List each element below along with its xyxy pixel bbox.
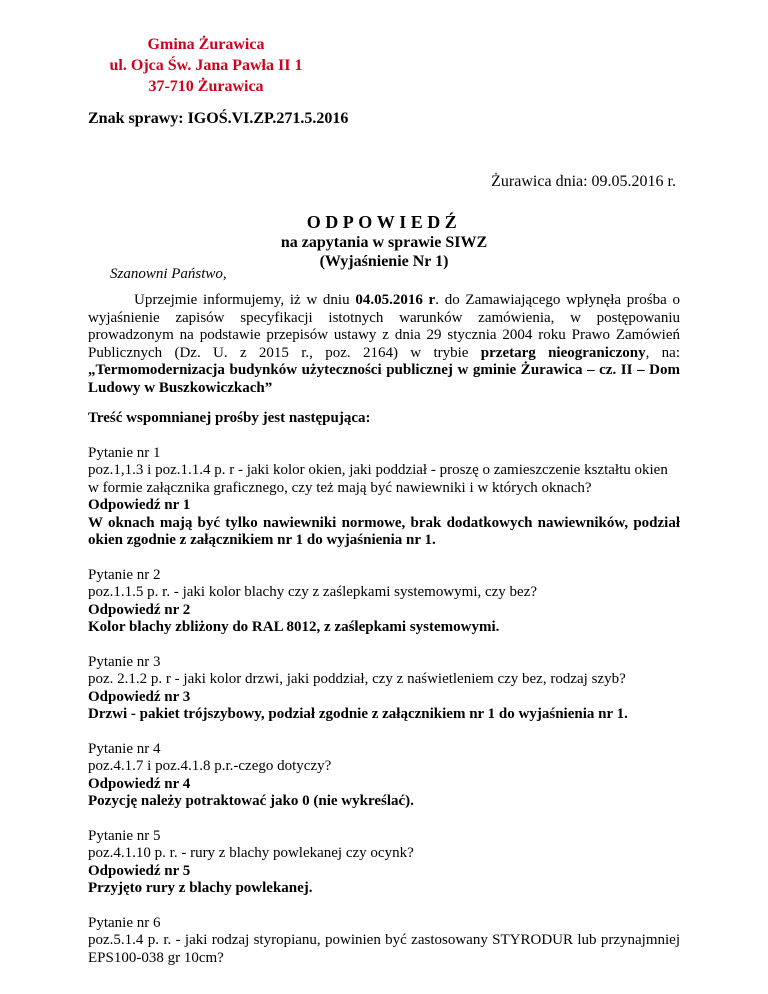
intro-project-name: „Termomodernizacja budynków użyteczności publicznej w gminie Żurawica – cz. II – Dom Ludowy w Buszkowiczkach”: [88, 362, 680, 396]
answer-label: Odpowiedź nr 5: [88, 862, 191, 879]
title-subtitle: na zapytania w sprawie SIWZ: [280, 234, 488, 251]
question-text: poz.4.1.10 p. r. - rury z blachy powlekanej czy ocynk?: [88, 845, 414, 861]
question-text: poz.4.1.7 i poz.4.1.8 p.r.-czego dotyczy?: [88, 758, 332, 774]
date-line: Żurawica dnia: 09.05.2016 r.: [491, 173, 676, 190]
question-text: poz.5.1.4 p. r. - jaki rodzaj styropianu, powinien być zastosowany STYRODUR lub przynajmniej EPS100-038 gr 10cm?: [88, 932, 680, 966]
qa-item-4: [88, 741, 680, 811]
case-number: Znak sprawy: IGOŚ.VI.ZP.271.5.2016: [88, 110, 349, 127]
title-main: ODPOWIEDŹ: [306, 212, 462, 232]
header-line-street: ul. Ojca Św. Jana Pawła II 1: [109, 57, 303, 74]
qa-item-2: [88, 567, 680, 637]
document-title: [88, 211, 680, 271]
answer-label: Odpowiedź nr 4: [88, 775, 191, 792]
question-label: Pytanie nr 5: [88, 827, 161, 844]
answer-text: W oknach mają być tylko nawiewniki normowe, brak dodatkowych nawiewników, podział okien zgodnie z załącznikiem nr 1 do wyjaśnienia nr 1.: [88, 514, 680, 548]
intro-text-3: , na:: [645, 344, 680, 361]
question-text: poz.1.1.5 p. r. - jaki kolor blachy czy z zaślepkami systemowymi, czy bez?: [88, 584, 538, 600]
answer-label: Odpowiedź nr 3: [88, 688, 191, 705]
header-line-postcode: 37-710 Żurawica: [148, 78, 264, 95]
intro-text-2: . do Zamawiającego wpłynęła prośba o wyjaśnienie zapisów specyfikacji istotnych warunków zamówienia, w postępowaniu prowadzonym na podstawie przepisów ustawy z dnia 29 stycznia 2004 roku Prawo Zamówień Publicznych (Dz. U. z 2015 r., poz. 2164) w trybie: [88, 292, 680, 361]
question-label: Pytanie nr 3: [88, 653, 161, 670]
qa-item-6: [88, 915, 680, 968]
question-label: Pytanie nr 4: [88, 740, 161, 757]
question-text: poz. 2.1.2 p. r - jaki kolor drzwi, jaki poddział, czy z naświetleniem czy bez, rodzaj szyb?: [88, 671, 626, 687]
intro-date: 04.05.2016 r: [355, 292, 436, 308]
qa-item-3: [88, 654, 680, 724]
qa-item-1: [88, 445, 680, 550]
document-body: [88, 292, 680, 967]
title-clarification-number: (Wyjaśnienie Nr 1): [319, 253, 449, 270]
question-text: poz.1,1.3 i poz.1.1.4 p. r - jaki kolor okien, jaki poddział - proszę o zamieszczenie kształtu okien w formie załącznika graficznego, czy też mają być nawiewniki i w których oknach?: [88, 462, 668, 496]
content-heading: Treść wspomnianej prośby jest następująca:: [88, 410, 371, 426]
header-line-name: Gmina Żurawica: [147, 36, 265, 53]
question-label: Pytanie nr 6: [88, 914, 161, 931]
answer-label: Odpowiedź nr 2: [88, 601, 191, 618]
question-label: Pytanie nr 1: [88, 444, 161, 461]
answer-text: Drzwi - pakiet trójszybowy, podział zgodnie z załącznikiem nr 1 do wyjaśnienia nr 1.: [88, 706, 628, 722]
municipality-header: [86, 34, 326, 97]
qa-item-5: [88, 828, 680, 898]
answer-label: Odpowiedź nr 1: [88, 497, 191, 513]
intro-paragraph: [88, 292, 680, 397]
intro-procedure-mode: przetarg nieograniczony: [480, 344, 646, 361]
answer-text: Pozycję należy potraktować jako 0 (nie wykreślać).: [88, 793, 414, 809]
salutation: Szanowni Państwo,: [110, 266, 227, 282]
intro-text-1: Uprzejmie informujemy, iż w dniu: [134, 292, 356, 308]
question-label: Pytanie nr 2: [88, 566, 161, 583]
answer-text: Przyjęto rury z blachy powlekanej.: [88, 880, 313, 896]
answer-text: Kolor blachy zbliżony do RAL 8012, z zaślepkami systemowymi.: [88, 619, 500, 635]
